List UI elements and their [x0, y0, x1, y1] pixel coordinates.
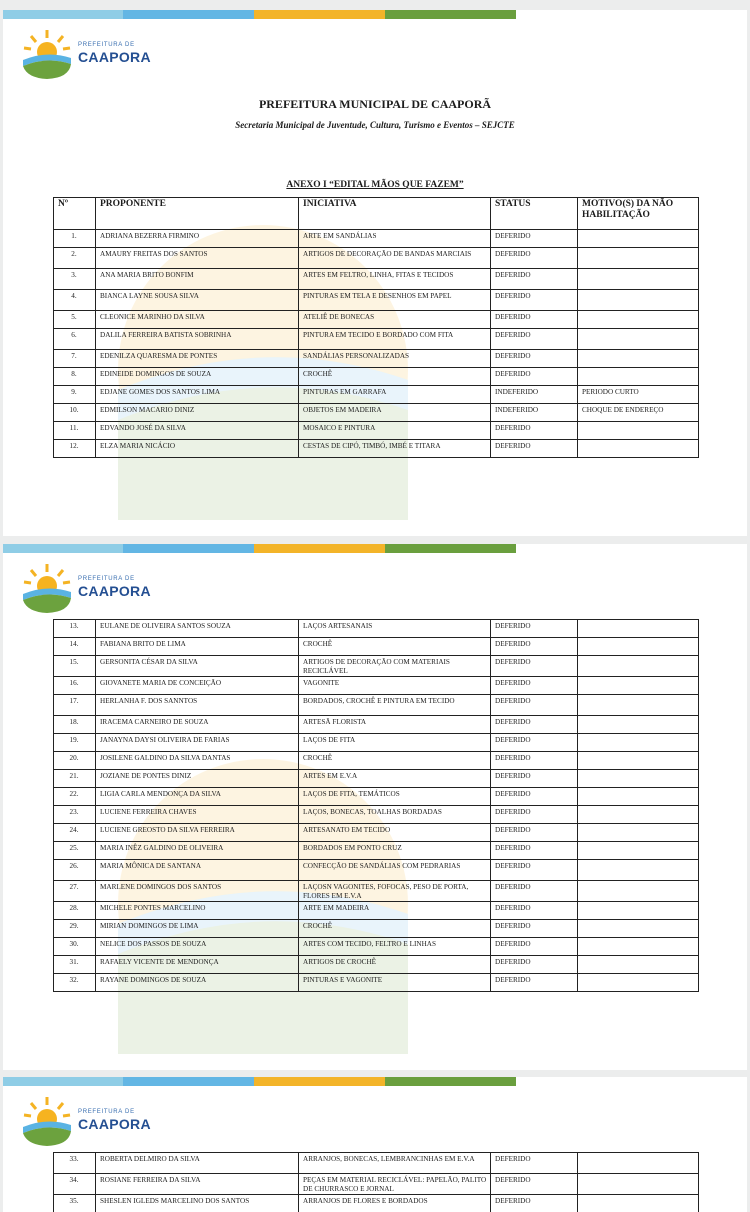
row-proponent: AMAURY FREITAS DOS SANTOS: [96, 248, 299, 269]
row-number: 11.: [54, 422, 96, 440]
row-initiative: CROCHÊ: [299, 920, 491, 938]
row-initiative: PINTURAS E VAGONITE: [299, 974, 491, 992]
row-proponent: EDJANE GOMES DOS SANTOS LIMA: [96, 386, 299, 404]
row-initiative: LAÇOS DE FITA: [299, 734, 491, 752]
row-status: DEFERIDO: [491, 734, 578, 752]
table-row: [54, 716, 699, 734]
row-initiative: ARTIGOS DE DECORAÇÃO DE BANDAS MARCIAIS: [299, 248, 491, 269]
row-number: 12.: [54, 440, 96, 458]
table-row: [54, 788, 699, 806]
row-reason: [578, 656, 699, 677]
row-number: 35.: [54, 1195, 96, 1212]
logo-prefix-text: PREFEITURA DE: [78, 1109, 135, 1115]
row-reason: [578, 368, 699, 386]
row-initiative: PEÇAS EM MATERIAL RECICLÁVEL: PAPELÃO, PALITO DE CHURRASCO E JORNAL: [299, 1174, 491, 1195]
row-initiative: CESTAS DE CIPÓ, TIMBÓ, IMBÉ E TITARA: [299, 440, 491, 458]
row-status: DEFERIDO: [491, 716, 578, 734]
table-row: [54, 752, 699, 770]
row-reason: [578, 788, 699, 806]
row-number: 17.: [54, 695, 96, 716]
row-status: DEFERIDO: [491, 248, 578, 269]
table-row: [54, 824, 699, 842]
color-stripe: [254, 10, 385, 19]
row-proponent: MICHELE PONTES MARCELINO: [96, 902, 299, 920]
row-proponent: LUCIENE FERREIRA CHAVES: [96, 806, 299, 824]
row-reason: [578, 824, 699, 842]
applicants-table: [53, 619, 699, 992]
row-initiative: BORDADOS EM PONTO CRUZ: [299, 842, 491, 860]
table-row: [54, 620, 699, 638]
color-stripe: [385, 544, 516, 553]
row-proponent: IRACEMA CARNEIRO DE SOUZA: [96, 716, 299, 734]
document-page-2: [3, 544, 747, 1070]
row-proponent: GIOVANETE MARIA DE CONCEIÇÃO: [96, 677, 299, 695]
row-proponent: ANA MARIA BRITO BONFIM: [96, 269, 299, 290]
sun-landscape-icon: [21, 1095, 73, 1147]
logo-name-text: CAAPORA: [78, 583, 151, 599]
annex-title: ANEXO I “EDITAL MÃOS QUE FAZEM”: [286, 180, 464, 190]
row-reason: [578, 770, 699, 788]
row-proponent: ROSIANE FERREIRA DA SILVA: [96, 1174, 299, 1195]
row-reason: [578, 1174, 699, 1195]
row-reason: [578, 1153, 699, 1174]
table-body-page-2: [54, 620, 699, 992]
row-reason: [578, 881, 699, 902]
table-row: [54, 368, 699, 386]
row-proponent: GERSONITA CÉSAR DA SILVA: [96, 656, 299, 677]
row-number: 23.: [54, 806, 96, 824]
row-proponent: FABIANA BRITO DE LIMA: [96, 638, 299, 656]
table-row: [54, 938, 699, 956]
row-status: DEFERIDO: [491, 788, 578, 806]
color-stripe: [3, 1077, 123, 1086]
row-reason: [578, 974, 699, 992]
table-row: [54, 902, 699, 920]
row-proponent: RAYANE DOMINGOS DE SOUZA: [96, 974, 299, 992]
row-reason: [578, 956, 699, 974]
row-initiative: ATELIÊ DE BONECAS: [299, 311, 491, 329]
row-initiative: ARRANJOS, BONECAS, LEMBRANCINHAS EM E.V.A: [299, 1153, 491, 1174]
color-stripe: [123, 10, 254, 19]
applicants-table: [53, 197, 699, 458]
table-row: [54, 734, 699, 752]
row-initiative: CROCHÊ: [299, 638, 491, 656]
row-status: DEFERIDO: [491, 311, 578, 329]
row-reason: [578, 248, 699, 269]
row-initiative: ARTIGOS DE CROCHÊ: [299, 956, 491, 974]
row-number: 22.: [54, 788, 96, 806]
row-proponent: LIGIA CARLA MENDONÇA DA SILVA: [96, 788, 299, 806]
color-stripe: [254, 1077, 385, 1086]
row-status: DEFERIDO: [491, 920, 578, 938]
row-proponent: ELZA MARIA NICÁCIO: [96, 440, 299, 458]
row-status: DEFERIDO: [491, 677, 578, 695]
row-reason: [578, 902, 699, 920]
row-reason: [578, 716, 699, 734]
table-row: [54, 230, 699, 248]
row-reason: [578, 677, 699, 695]
sun-landscape-icon: [21, 562, 73, 614]
applicants-table: [53, 1152, 699, 1212]
table-row: [54, 386, 699, 404]
row-reason: [578, 806, 699, 824]
row-number: 7.: [54, 350, 96, 368]
row-number: 34.: [54, 1174, 96, 1195]
row-number: 14.: [54, 638, 96, 656]
row-number: 10.: [54, 404, 96, 422]
document-page-1: [3, 10, 747, 536]
row-number: 2.: [54, 248, 96, 269]
row-status: DEFERIDO: [491, 695, 578, 716]
row-number: 15.: [54, 656, 96, 677]
row-proponent: DALILA FERREIRA BATISTA SOBRINHA: [96, 329, 299, 350]
row-reason: PERIODO CURTO: [578, 386, 699, 404]
row-status: DEFERIDO: [491, 881, 578, 902]
row-initiative: LAÇOS ARTESANAIS: [299, 620, 491, 638]
row-initiative: PINTURAS EM TELA E DESENHOS EM PAPEL: [299, 290, 491, 311]
table-row: [54, 329, 699, 350]
table-row: [54, 656, 699, 677]
logo-prefix-text: PREFEITURA DE: [78, 42, 135, 48]
row-status: DEFERIDO: [491, 1153, 578, 1174]
row-status: DEFERIDO: [491, 440, 578, 458]
row-status: DEFERIDO: [491, 656, 578, 677]
row-initiative: OBJETOS EM MADEIRA: [299, 404, 491, 422]
row-proponent: EDMILSON MACARIO DINIZ: [96, 404, 299, 422]
logo-prefix-text: PREFEITURA DE: [78, 576, 135, 582]
row-status: DEFERIDO: [491, 638, 578, 656]
page-title: PREFEITURA MUNICIPAL DE CAAPORÃ: [258, 97, 492, 111]
row-status: DEFERIDO: [491, 620, 578, 638]
row-proponent: JOSILENE GALDINO DA SILVA DANTAS: [96, 752, 299, 770]
row-initiative: ARTES EM FELTRO, LINHA, FITAS E TECIDOS: [299, 269, 491, 290]
row-proponent: JOZIANE DE PONTES DINIZ: [96, 770, 299, 788]
row-number: 25.: [54, 842, 96, 860]
row-status: DEFERIDO: [491, 806, 578, 824]
row-number: 30.: [54, 938, 96, 956]
color-stripe: [385, 1077, 516, 1086]
row-initiative: PINTURA EM TECIDO E BORDADO COM FITA: [299, 329, 491, 350]
table-row: [54, 677, 699, 695]
row-status: DEFERIDO: [491, 422, 578, 440]
row-proponent: ADRIANA BEZERRA FIRMINO: [96, 230, 299, 248]
row-reason: CHOQUE DE ENDEREÇO: [578, 404, 699, 422]
row-status: DEFERIDO: [491, 230, 578, 248]
row-reason: [578, 620, 699, 638]
table-row: [54, 956, 699, 974]
row-number: 24.: [54, 824, 96, 842]
table-row: [54, 770, 699, 788]
row-number: 18.: [54, 716, 96, 734]
header-proponent: PROPONENTE: [96, 198, 299, 230]
sun-landscape-icon: [21, 28, 73, 80]
row-reason: [578, 230, 699, 248]
row-status: DEFERIDO: [491, 860, 578, 881]
row-status: DEFERIDO: [491, 824, 578, 842]
document-page-3: [3, 1077, 747, 1212]
row-reason: [578, 638, 699, 656]
row-proponent: NELICE DOS PASSOS DE SOUZA: [96, 938, 299, 956]
table-row: [54, 350, 699, 368]
row-number: 9.: [54, 386, 96, 404]
row-initiative: ARTIGOS DE DECORAÇÃO COM MATERIAIS RECICLÁVEL: [299, 656, 491, 677]
row-reason: [578, 695, 699, 716]
row-status: DEFERIDO: [491, 290, 578, 311]
table-row: [54, 311, 699, 329]
table-row: [54, 695, 699, 716]
row-number: 1.: [54, 230, 96, 248]
row-status: DEFERIDO: [491, 350, 578, 368]
row-status: DEFERIDO: [491, 938, 578, 956]
table-body-page-3: [54, 1153, 699, 1212]
row-initiative: ARRANJOS DE FLORES E BORDADOS: [299, 1195, 491, 1212]
table-row: [54, 806, 699, 824]
row-number: 4.: [54, 290, 96, 311]
table-row: [54, 842, 699, 860]
table-row: [54, 404, 699, 422]
row-reason: [578, 311, 699, 329]
row-proponent: RAFAELY VICENTE DE MENDONÇA: [96, 956, 299, 974]
logo-name-text: CAAPORA: [78, 1116, 151, 1132]
row-number: 8.: [54, 368, 96, 386]
row-reason: [578, 920, 699, 938]
table-row: [54, 1153, 699, 1174]
header-reason: MOTIVO(S) DA NÃO HABILITAÇÃO: [578, 198, 699, 230]
row-proponent: MARLENE DOMINGOS DOS SANTOS: [96, 881, 299, 902]
row-initiative: ARTE EM MADEIRA: [299, 902, 491, 920]
row-reason: [578, 269, 699, 290]
row-initiative: ARTES COM TECIDO, FELTRO E LINHAS: [299, 938, 491, 956]
header-number: Nº: [54, 198, 96, 230]
table-row: [54, 881, 699, 902]
row-initiative: LAÇOS, BONECAS, TOALHAS BORDADAS: [299, 806, 491, 824]
row-proponent: LUCIENE GREOSTO DA SILVA FERREIRA: [96, 824, 299, 842]
row-proponent: SHESLEN IGLEDS MARCELINO DOS SANTOS: [96, 1195, 299, 1212]
row-reason: [578, 329, 699, 350]
row-number: 5.: [54, 311, 96, 329]
row-initiative: CROCHÊ: [299, 752, 491, 770]
table-header-row: [54, 198, 699, 230]
row-status: DEFERIDO: [491, 974, 578, 992]
row-number: 27.: [54, 881, 96, 902]
row-proponent: EULANE DE OLIVEIRA SANTOS SOUZA: [96, 620, 299, 638]
row-initiative: ARTESÃ FLORISTA: [299, 716, 491, 734]
row-proponent: HERLANHA F. DOS SANNTOS: [96, 695, 299, 716]
row-number: 16.: [54, 677, 96, 695]
row-status: DEFERIDO: [491, 1174, 578, 1195]
table-row: [54, 248, 699, 269]
row-proponent: EDVANDO JOSÉ DA SILVA: [96, 422, 299, 440]
row-reason: [578, 1195, 699, 1212]
row-reason: [578, 422, 699, 440]
row-initiative: SANDÁLIAS PERSONALIZADAS: [299, 350, 491, 368]
table-row: [54, 1195, 699, 1212]
row-reason: [578, 290, 699, 311]
table-row: [54, 1174, 699, 1195]
table-body-page-1: [54, 230, 699, 458]
row-proponent: EDINEIDE DOMINGOS DE SOUZA: [96, 368, 299, 386]
row-proponent: ROBERTA DELMIRO DA SILVA: [96, 1153, 299, 1174]
prefeitura-logo: [21, 1095, 157, 1147]
row-status: DEFERIDO: [491, 329, 578, 350]
prefeitura-logo: [21, 562, 157, 614]
table-row: [54, 422, 699, 440]
color-stripe: [3, 544, 123, 553]
row-number: 32.: [54, 974, 96, 992]
row-status: DEFERIDO: [491, 1195, 578, 1212]
row-number: 33.: [54, 1153, 96, 1174]
row-initiative: PINTURAS EM GARRAFA: [299, 386, 491, 404]
row-proponent: MIRIAN DOMINGOS DE LIMA: [96, 920, 299, 938]
row-status: DEFERIDO: [491, 368, 578, 386]
table-row: [54, 269, 699, 290]
header-initiative: INICIATIVA: [299, 198, 491, 230]
row-status: DEFERIDO: [491, 752, 578, 770]
row-initiative: VAGONITE: [299, 677, 491, 695]
row-proponent: CLEONICE MARINHO DA SILVA: [96, 311, 299, 329]
color-stripe: [123, 544, 254, 553]
row-reason: [578, 752, 699, 770]
row-number: 13.: [54, 620, 96, 638]
row-proponent: MARIA INÊZ GALDINO DE OLIVEIRA: [96, 842, 299, 860]
row-reason: [578, 734, 699, 752]
row-initiative: LAÇOS DE FITA, TEMÁTICOS: [299, 788, 491, 806]
row-status: DEFERIDO: [491, 956, 578, 974]
row-initiative: MOSAICO E PINTURA: [299, 422, 491, 440]
row-reason: [578, 860, 699, 881]
logo-name-text: CAAPORA: [78, 49, 151, 65]
row-status: DEFERIDO: [491, 269, 578, 290]
row-proponent: MARIA MÔNICA DE SANTANA: [96, 860, 299, 881]
row-status: INDEFERIDO: [491, 404, 578, 422]
row-number: 26.: [54, 860, 96, 881]
row-number: 31.: [54, 956, 96, 974]
row-number: 29.: [54, 920, 96, 938]
row-status: DEFERIDO: [491, 770, 578, 788]
row-reason: [578, 440, 699, 458]
row-proponent: JANAYNA DAYSI OLIVEIRA DE FARIAS: [96, 734, 299, 752]
prefeitura-logo: [21, 28, 157, 80]
table-row: [54, 860, 699, 881]
row-status: DEFERIDO: [491, 842, 578, 860]
table-row: [54, 290, 699, 311]
row-reason: [578, 938, 699, 956]
row-initiative: ARTES EM E.V.A: [299, 770, 491, 788]
row-initiative: ARTESANATO EM TECIDO: [299, 824, 491, 842]
row-reason: [578, 350, 699, 368]
row-initiative: BORDADOS, CROCHÊ E PINTURA EM TECIDO: [299, 695, 491, 716]
row-initiative: ARTE EM SANDÁLIAS: [299, 230, 491, 248]
color-stripe: [385, 10, 516, 19]
row-number: 28.: [54, 902, 96, 920]
row-proponent: EDENILZA QUARESMA DE PONTES: [96, 350, 299, 368]
color-stripe: [254, 544, 385, 553]
table-row: [54, 974, 699, 992]
page-subtitle: Secretaria Municipal de Juventude, Cultura, Turismo e Eventos – SEJCTE: [235, 120, 515, 130]
row-status: DEFERIDO: [491, 902, 578, 920]
color-stripe: [3, 10, 123, 19]
color-stripe: [123, 1077, 254, 1086]
row-initiative: CONFECÇÃO DE SANDÁLIAS COM PEDRARIAS: [299, 860, 491, 881]
table-row: [54, 638, 699, 656]
row-number: 6.: [54, 329, 96, 350]
row-number: 20.: [54, 752, 96, 770]
row-number: 3.: [54, 269, 96, 290]
row-number: 19.: [54, 734, 96, 752]
header-status: STATUS: [491, 198, 578, 230]
table-row: [54, 920, 699, 938]
row-status: INDEFERIDO: [491, 386, 578, 404]
row-proponent: BIANCA LAYNE SOUSA SILVA: [96, 290, 299, 311]
table-row: [54, 440, 699, 458]
row-number: 21.: [54, 770, 96, 788]
row-reason: [578, 842, 699, 860]
row-initiative: LAÇOSN VAGONITES, FOFOCAS, PESO DE PORTA, FLORES EM E.V.A: [299, 881, 491, 902]
row-initiative: CROCHÊ: [299, 368, 491, 386]
